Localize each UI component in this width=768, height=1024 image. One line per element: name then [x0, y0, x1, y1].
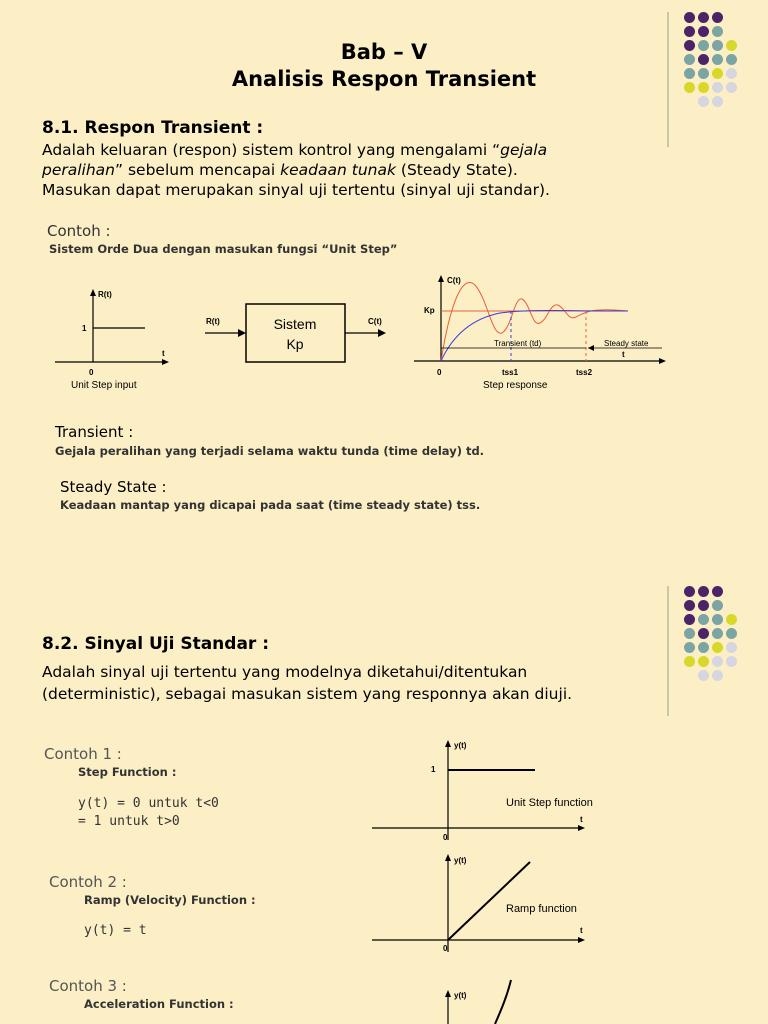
response-origin-label: 0 [437, 368, 442, 377]
graph2-xlabel: t [580, 926, 583, 935]
example-1-label: Contoh 1 : [44, 745, 122, 763]
response-level-label: Kp [424, 306, 435, 315]
decorative-dot [726, 628, 737, 639]
graph3-ylabel: y(t) [454, 991, 467, 1000]
graph1-origin: 0 [443, 833, 448, 842]
signal-graphs [0, 732, 768, 1024]
system-block [246, 304, 345, 362]
input-axis-y-label: R(t) [98, 290, 112, 299]
example-2-label: Contoh 2 : [49, 873, 127, 891]
decorative-divider-line [667, 586, 669, 716]
paragraph-line-1 [42, 140, 547, 160]
decorative-dot [712, 12, 723, 23]
tss1-label: tss1 [502, 368, 519, 377]
graph1-ylabel: y(t) [454, 741, 467, 750]
system-block-diagram [205, 304, 386, 362]
para-text: ” sebelum mencapai [115, 161, 281, 179]
example-2-function: Ramp (Velocity) Function : [84, 893, 256, 907]
response-axis-x-label: t [622, 350, 625, 359]
decorative-dot [684, 614, 695, 625]
decorative-dot [698, 656, 709, 667]
section-heading: 8.1. Respon Transient : [42, 118, 264, 138]
block-label-line2: Kp [286, 336, 304, 352]
decorative-dot [726, 642, 737, 653]
decorative-dot [684, 628, 695, 639]
unit-step-input-plot [55, 289, 169, 391]
decorative-dot [684, 586, 695, 597]
unit-step-graph [372, 740, 593, 842]
graph1-xlabel: t [580, 815, 583, 824]
para-text: Adalah keluaran (respon) sistem kontrol yang mengalami “ [42, 141, 501, 159]
block-label-line1: Sistem [273, 316, 317, 332]
decorative-dot [698, 12, 709, 23]
example-2-equation: y(t) = t [84, 923, 147, 938]
decorative-dot [698, 26, 709, 37]
response-caption: Step response [483, 380, 548, 391]
slide-title-line1: Bab – V [340, 40, 428, 64]
decorative-dot [698, 628, 709, 639]
para-text: (Steady State). [395, 161, 518, 179]
para-italic: peralihan [42, 161, 116, 179]
decorative-dot [712, 96, 723, 107]
response-axis-y-label: C(t) [447, 276, 461, 285]
example-1-equation-1: y(t) = 0 untuk t<0 [78, 796, 219, 811]
acceleration-graph [445, 980, 511, 1024]
block-input-label: R(t) [206, 317, 220, 326]
decorative-dot [726, 614, 737, 625]
graph2-caption: Ramp function [506, 903, 577, 915]
decorative-dot [712, 628, 723, 639]
transient-title: Transient : [55, 423, 134, 441]
decorative-dot [698, 614, 709, 625]
decorative-dot [726, 656, 737, 667]
step-response-plot [414, 275, 666, 391]
decorative-dot [698, 600, 709, 611]
section-heading: 8.2. Sinyal Uji Standar : [42, 634, 270, 654]
input-level-label: 1 [82, 324, 87, 333]
example-1-equation-2: = 1 untuk t>0 [78, 814, 180, 829]
input-caption: Unit Step input [71, 380, 137, 391]
steady-state-description: Keadaan mantap yang dicapai pada saat (time steady state) tss. [60, 498, 481, 512]
graph1-caption: Unit Step function [506, 797, 593, 809]
example-description: Sistem Orde Dua dengan masukan fungsi “Unit Step” [49, 242, 398, 256]
decorative-dot [684, 26, 695, 37]
steady-state-label: Steady state [604, 339, 649, 348]
graph2-origin: 0 [443, 944, 448, 953]
para-italic: gejala [500, 141, 548, 159]
step-response-diagram [0, 265, 768, 400]
paragraph-line-2 [42, 160, 518, 180]
decorative-dot [698, 586, 709, 597]
example-3-label: Contoh 3 : [49, 977, 127, 995]
decorative-dot [712, 642, 723, 653]
input-axis-x-label: t [162, 349, 165, 358]
decorative-dot [684, 600, 695, 611]
ramp-graph [372, 854, 585, 953]
decorative-dot [684, 656, 695, 667]
slide-title-line2: Analisis Respon Transient [231, 67, 537, 91]
paragraph-line-2: (deterministic), sebagai masukan sistem yang responnya akan diuji. [42, 685, 573, 703]
decorative-dot [712, 670, 723, 681]
block-output-label: C(t) [368, 317, 382, 326]
graph2-ylabel: y(t) [454, 856, 467, 865]
decorative-dot [698, 642, 709, 653]
paragraph-line-1: Adalah sinyal uji tertentu yang modelnya diketahui/ditentukan [42, 663, 528, 681]
decorative-dot [712, 600, 723, 611]
paragraph-line-3: Masukan dapat merupakan sinyal uji tertentu (sinyal uji standar). [42, 181, 550, 199]
steady-state-title: Steady State : [60, 478, 167, 496]
decorative-dot [712, 26, 723, 37]
para-italic: keadaan tunak [280, 161, 396, 179]
tss2-label: tss2 [576, 368, 593, 377]
decorative-dot [712, 586, 723, 597]
slide-2 [0, 512, 768, 1024]
input-origin-label: 0 [89, 368, 94, 377]
decorative-dot [684, 12, 695, 23]
example-1-function: Step Function : [78, 765, 177, 779]
decorative-dot [698, 670, 709, 681]
example-label: Contoh : [47, 222, 111, 240]
graph1-level: 1 [431, 765, 436, 774]
decorative-dot [712, 656, 723, 667]
example-3-function: Acceleration Function : [84, 997, 234, 1011]
transient-description: Gejala peralihan yang terjadi selama waktu tunda (time delay) td. [55, 444, 485, 458]
decorative-dot [712, 614, 723, 625]
decorative-dot [698, 96, 709, 107]
transient-label: Transient (td) [494, 339, 542, 348]
decorative-dot [684, 642, 695, 653]
